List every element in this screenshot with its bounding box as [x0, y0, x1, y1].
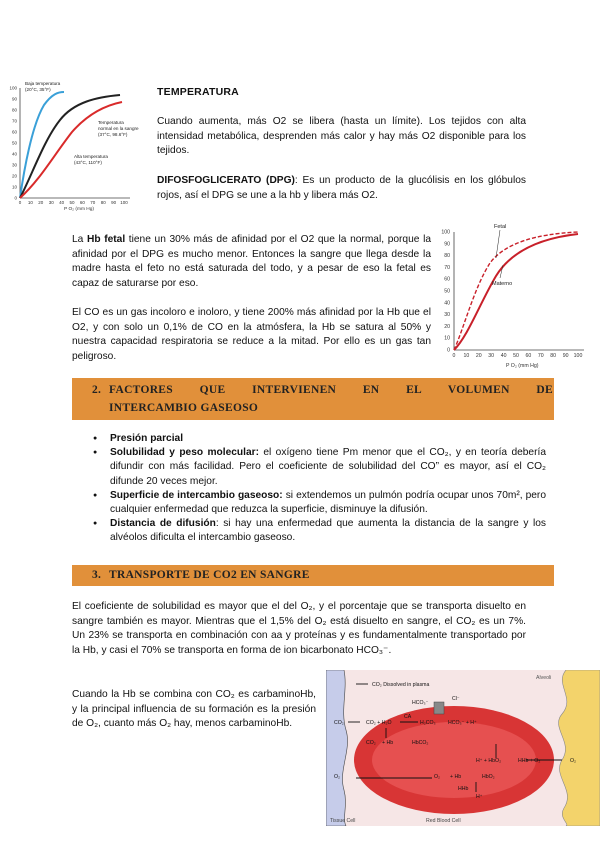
diagram-reaction3: HCO₃⁻ + H⁺	[448, 720, 477, 726]
list-item	[110, 489, 546, 517]
bullet-text: : si hay una enfermedad que aumenta la distancia de la sangre y los alvéolos dificulta el intercambio gaseoso.	[110, 518, 546, 544]
co-paragraph: El CO es un gas incoloro e inoloro, y tiene 200% más afinidad por la Hb que el O2, y con solo un 0,1% de CO en la atmósfera, la Hb se satura al 50% y nuestra capacidad respiratoria se reduce a la mitad. Por ello es un gas tan peligroso.	[72, 307, 431, 362]
axis-tick-label: 50	[513, 353, 519, 359]
diagram-tissue: Tissue Cell	[330, 818, 356, 824]
list-item	[110, 432, 546, 446]
bullet-label: Presión parcial	[110, 433, 184, 444]
diagram-cl: Cl⁻	[452, 696, 460, 702]
axis-tick-label: 40	[59, 200, 65, 205]
axis-tick-label: 60	[11, 129, 17, 135]
axis-tick-label: 40	[444, 300, 450, 307]
axis-tick-label: 30	[444, 312, 450, 319]
axis-tick-label: 10	[27, 200, 33, 205]
axis-tick-label: 80	[100, 200, 106, 205]
section-2-title-line1: FACTORES QUE INTERVIENEN EN EL VOLUMEN DE	[109, 384, 553, 396]
section-3-number: 3.	[92, 569, 102, 581]
temp-low-sub: (20°C, 35°F)	[25, 87, 51, 92]
fetal-chart-xlabel: P O₂ (mm Hg)	[506, 363, 539, 369]
axis-tick-label: 20	[38, 200, 44, 205]
carbamino-paragraph: Cuando la Hb se combina con CO₂ es carbaminoHb, y la principal influencia de su formación es la presión de O₂, cuanto más O₂ hay, menos carbaminoHb.	[72, 689, 316, 730]
axis-tick-label: 90	[111, 200, 117, 205]
rbc-gas-exchange-diagram	[326, 670, 600, 826]
temperature-chart	[2, 80, 142, 212]
dpg-paragraph	[157, 174, 526, 203]
axis-tick-label: 0	[14, 195, 17, 201]
diagram-hbco2: HbCO₂	[412, 740, 429, 746]
axis-tick-label: 90	[562, 353, 569, 359]
bullet-text: si extendemos un pulmón podría ocupar unos 70m², pero cualquier enfermedad que reduzca la superficie, disminuye la difusión.	[110, 489, 546, 516]
fetal-text: tiene un 30% más de afinidad por el O2 que la normal, porque la afinidad por el DPG es mucho menor. Entonces la sangre que llega desde la madre hasta el feto no está saturada del todo, y a pesar de eso la fetal es capaz de saturarse por eso.	[72, 234, 431, 289]
diagram-dissolved: CO₂ Dissolved in plasma	[372, 682, 430, 688]
axis-tick-label: 80	[444, 253, 450, 260]
fetal-curve	[454, 232, 578, 350]
axis-tick-label: 30	[488, 353, 495, 359]
axis-tick-label: 50	[69, 200, 75, 205]
axis-tick-label: 50	[11, 140, 17, 146]
bullet-label: Superficie de intercambio gaseoso:	[110, 489, 283, 501]
axis-tick-label: 70	[11, 118, 17, 124]
fetal-bold: Hb fetal	[86, 234, 126, 245]
section-3-title: TRANSPORTE DE CO2 EN SANGRE	[109, 569, 310, 581]
axis-tick-label: 0	[452, 353, 456, 359]
factors-list	[90, 432, 546, 546]
axis-tick-label: 60	[525, 353, 532, 359]
fetal-pre: La	[72, 234, 87, 245]
axis-tick-label: 10	[11, 184, 17, 190]
diagram-reaction4: H⁺ + HbO₂	[476, 758, 502, 764]
temperatura-text: Cuando aumenta, más O2 se libera (hasta un límite). Los tejidos con alta intensidad metabólica, desprenden más calor y hay más O2 disponible para los tejidos.	[157, 116, 526, 157]
tissue-cell-shape	[326, 670, 348, 826]
axis-tick-label: 40	[500, 353, 507, 359]
temp-normal-label-1: Temperatura	[98, 120, 124, 125]
diagram-o2-mid: O₂	[434, 774, 441, 780]
list-item	[110, 446, 546, 489]
fetal-chart-maternal-label: Materno	[492, 281, 513, 287]
temp-high-sub: (43°C, 110°F)	[74, 160, 102, 165]
diagram-rbc: Red Blood Cell	[426, 818, 461, 824]
axis-tick-label: 100	[120, 200, 128, 205]
axis-tick-label: 60	[444, 276, 450, 283]
axis-tick-label: 50	[444, 288, 450, 295]
diagram-co2-in: CO₂	[334, 720, 344, 726]
axis-tick-label: 60	[79, 200, 85, 205]
temp-normal-label-3: (37°C, 98.6°F)	[98, 132, 128, 137]
fetal-paragraph	[72, 233, 431, 291]
section-2-title-line2: INTERCAMBIO GASEOSO	[109, 402, 259, 414]
bullet-label: Solubilidad y peso molecular:	[110, 447, 259, 459]
axis-tick-label: 20	[11, 173, 17, 179]
axis-tick-label: 90	[444, 241, 450, 248]
bullet-label: Distancia de difusión	[110, 518, 216, 530]
dpg-text: : Es un producto de la glucólisis en los glóbulos rojos, así el DPG se une a la hb y libera más O2.	[157, 175, 526, 201]
fetal-chart	[434, 218, 590, 370]
diagram-hb2: + Hb	[450, 774, 462, 780]
axis-tick-label: 20	[475, 353, 482, 359]
axis-tick-label: 30	[11, 162, 17, 168]
diagram-o2-left: O₂	[334, 774, 341, 780]
axis-tick-label: 100	[573, 353, 583, 359]
diagram-hb: + Hb	[382, 740, 394, 746]
temperatura-title: TEMPERATURA	[157, 86, 239, 98]
fetal-chart-fetal-label: Fetal	[494, 224, 507, 230]
axis-tick-label: 40	[11, 151, 17, 157]
diagram-o2-right: O₂	[570, 758, 577, 764]
section-2-number: 2.	[92, 384, 102, 396]
bullet-text: el oxígeno tiene Pm menor que el CO₂, y en teoría debería difundir con más facilidad. Pero el coeficiente de solubilidad del CO” es mayor, así el CO₂ difunde 20 veces mejor.	[110, 447, 546, 487]
axis-tick-label: 100	[9, 85, 17, 91]
axis-tick-label: 90	[11, 96, 17, 102]
diagram-reaction2: H₂CO₃	[420, 720, 436, 726]
axis-tick-label: 0	[447, 347, 450, 354]
diagram-hbo2: HbO₂	[482, 774, 495, 780]
axis-tick-label: 100	[441, 229, 450, 236]
axis-tick-label: 80	[11, 107, 17, 113]
temp-chart-xlabel: P O₂ (mm Hg)	[64, 207, 95, 212]
temp-normal-label-2: normal en la sangre	[98, 126, 139, 131]
temp-high-label: Alta temperatura	[74, 154, 108, 159]
axis-tick-label: 30	[48, 200, 54, 205]
diagram-ca: CA	[404, 714, 412, 720]
diagram-hco3: HCO₃⁻	[412, 700, 429, 706]
axis-tick-label: 70	[90, 200, 96, 205]
dpg-label: DIFOSFOGLICERATO (DPG)	[157, 175, 295, 186]
axis-tick-label: 70	[444, 264, 450, 271]
diagram-hhb: HHb	[458, 786, 469, 792]
axis-tick-label: 10	[463, 353, 470, 359]
diagram-alveoli: Alveoli	[536, 675, 552, 681]
transport-paragraph: El coeficiente de solubilidad es mayor que el del O₂, y el porcentaje que se transporta disuelto en sangre también es mayor. Mientras que el 1,5% del O₂ está disuelto en sangre, el CO₂ es un 7%. Un 23% se transporta en combinación con aa y proteínas y es fundamentalmente transportado por la Hb, y casi el 70% se transporta en forma de ion bicarbonato HCO₃⁻.	[72, 601, 526, 656]
diagram-reaction5: HHb + O₂	[518, 758, 541, 764]
axis-tick-label: 0	[18, 200, 22, 205]
axis-tick-label: 70	[537, 353, 544, 359]
temp-low-label: Baja temperatura	[25, 81, 61, 86]
diagram-h-plus: H⁺	[476, 794, 483, 800]
axis-tick-label: 10	[444, 335, 450, 342]
axis-tick-label: 20	[444, 323, 450, 330]
diagram-co2-2: CO₂	[366, 740, 376, 746]
diagram-reaction1: CO₂ + H₂O	[366, 720, 392, 726]
temp-curve-high	[20, 102, 122, 198]
axis-tick-label: 80	[550, 353, 557, 359]
maternal-curve	[454, 234, 578, 350]
list-item	[110, 517, 546, 545]
